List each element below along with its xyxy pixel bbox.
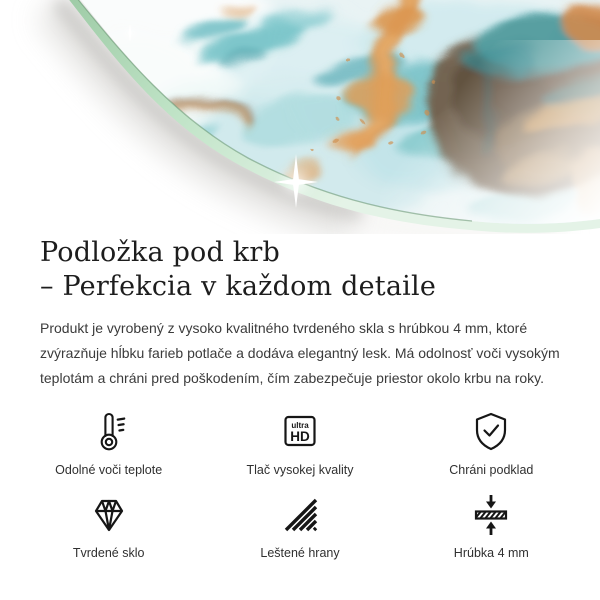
page-title bbox=[40, 236, 560, 304]
product-info-section bbox=[0, 236, 600, 561]
shield-check-icon bbox=[469, 409, 513, 453]
diamond-icon bbox=[87, 492, 131, 536]
thickness-icon bbox=[469, 492, 513, 536]
polished-edges-icon bbox=[278, 492, 322, 536]
feature-label: Odolné voči teplote bbox=[55, 463, 163, 477]
product-hero-image bbox=[0, 0, 600, 234]
feature-thickness bbox=[396, 492, 587, 561]
glass-disc-image bbox=[0, 0, 600, 234]
feature-tempered-glass bbox=[13, 492, 204, 561]
svg-text:ultra: ultra bbox=[291, 421, 309, 430]
title-line-1: Podložka pod krb bbox=[40, 237, 280, 268]
feature-protects-surface bbox=[396, 409, 587, 478]
feature-label: Leštené hrany bbox=[260, 546, 340, 560]
ultra-hd-icon bbox=[278, 409, 322, 453]
feature-heat-resistant bbox=[13, 409, 204, 478]
thermometer-icon bbox=[87, 409, 131, 453]
feature-label: Chráni podklad bbox=[449, 463, 534, 477]
feature-polished-edges bbox=[204, 492, 395, 561]
feature-label: Tlač vysokej kvality bbox=[246, 463, 354, 477]
features-grid bbox=[13, 409, 587, 561]
feature-label: Tvrdené sklo bbox=[72, 546, 145, 560]
product-description: Produkt je vyrobený z vysoko kvalitného tvrdeného skla s hrúbkou 4 mm, ktoré zvýrazňuje hĺbku farieb potlače a dodáva elegantný lesk. Má odolnosť voči vysokým teplotám a chráni pred poškodením, čím zabezpečuje priestor okolo krbu na roky. bbox=[40, 320, 560, 386]
title-line-2: – Perfekcia v každom detaile bbox=[40, 271, 436, 302]
feature-label: Hrúbka 4 mm bbox=[453, 546, 529, 560]
svg-text:HD: HD bbox=[290, 429, 310, 444]
feature-print-quality bbox=[204, 409, 395, 478]
